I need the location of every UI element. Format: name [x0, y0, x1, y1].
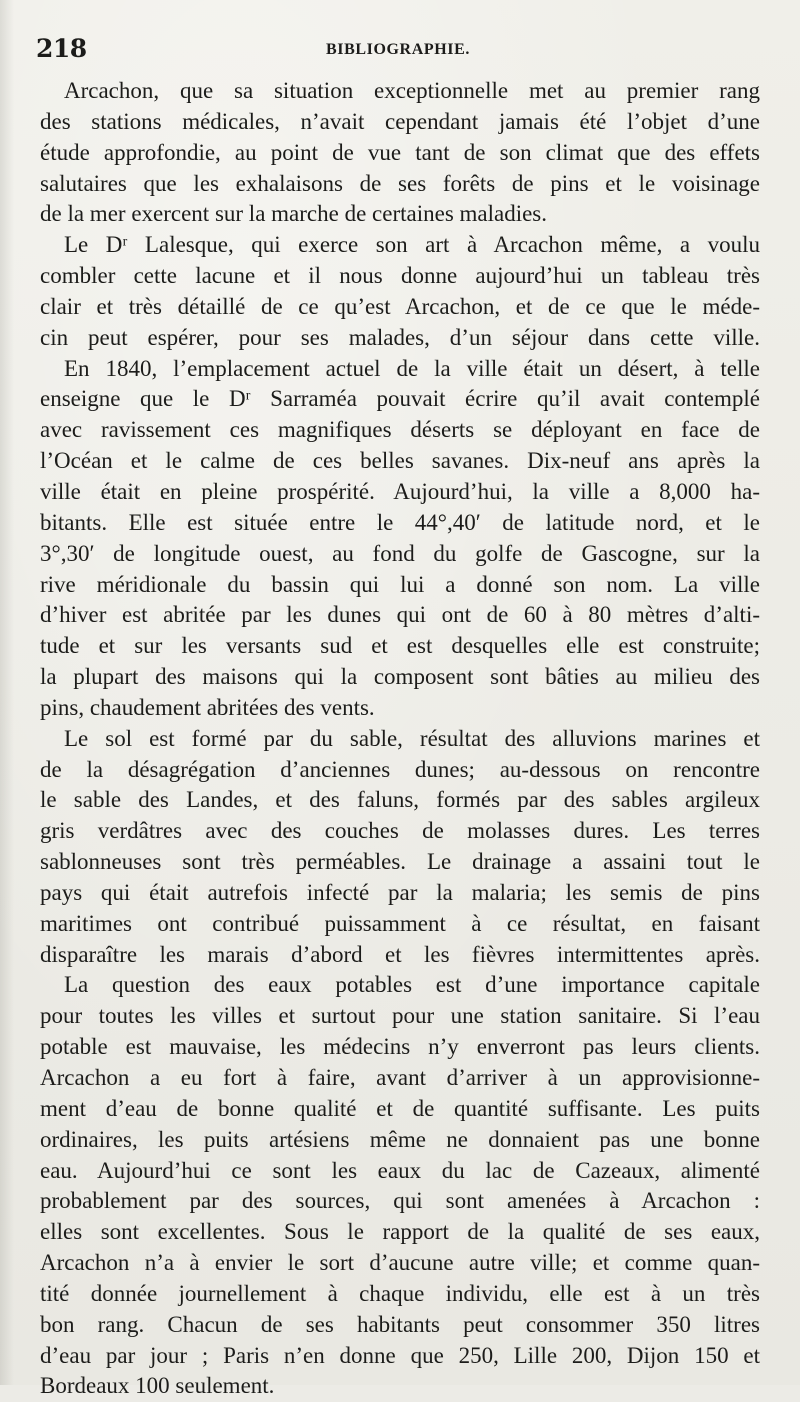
text-line: eau. Aujourd’hui ce sont les eaux du lac de Cazeaux, alimenté	[40, 1157, 760, 1183]
text-line: l’Océan et le calme de ces belles savanes. Dix-neuf ans après la	[40, 448, 760, 474]
text-line: pour toutes les villes et surtout pour une station sanitaire. Si l’eau	[40, 1003, 760, 1029]
text-line: gris verdâtres avec des couches de molasses dures. Les terres	[40, 818, 760, 844]
text-line: d’eau par jour ; Paris n’en donne que 250, Lille 200, Dijon 150 et	[40, 1342, 760, 1368]
text-line: avec ravissement ces magnifiques déserts se déployant en face de	[40, 417, 760, 443]
text-line: Arcachon a eu fort à faire, avant d’arriver à un approvisionne-	[40, 1065, 760, 1090]
running-head: BIBLIOGRAPHIE.	[326, 41, 470, 58]
text-line: Arcachon, que sa situation exceptionnelle met au premier rang	[64, 78, 760, 103]
text-line: pins, chaudement abritées des vents.	[40, 694, 375, 720]
text-line: sablonneuses sont très perméables. Le drainage a assaini tout le	[40, 849, 760, 875]
paragraph	[40, 970, 760, 1402]
text-line: La question des eaux potables est d’une importance capitale	[64, 972, 760, 998]
text-line: de la désagrégation d’anciennes dunes; au-dessous on rencontre	[40, 756, 760, 782]
text-line: ville était en pleine prospérité. Aujourd’hui, la ville a 8,000 ha-	[40, 478, 760, 504]
text-line: disparaître les marais d’abord et les fièvres intermittentes après.	[40, 941, 760, 967]
text-line: des stations médicales, n’avait cependant jamais été l’objet d’une	[40, 108, 760, 134]
paragraph	[40, 230, 760, 353]
paragraph	[40, 724, 760, 971]
text-line: enseigne que le Dʳ Sarraméa pouvait écrire qu’il avait contemplé	[40, 386, 760, 412]
text-line: maritimes ont contribué puissamment à ce résultat, en faisant	[40, 910, 760, 936]
text-line: En 1840, l’emplacement actuel de la ville était un désert, à telle	[64, 355, 760, 381]
page-number: 218	[36, 34, 87, 63]
text-line: tité donnée journellement à chaque individu, elle est à un très	[40, 1280, 760, 1306]
text-line: potable est mauvaise, les médecins n’y enverront pas leurs clients.	[40, 1034, 760, 1060]
text-line: de la mer exercent sur la marche de certaines maladies.	[40, 201, 548, 227]
text-line: Arcachon n’a à envier le sort d’aucune autre ville; et comme quan-	[40, 1250, 760, 1276]
text-line: elles sont excellentes. Sous le rapport de la qualité de ses eaux,	[40, 1219, 760, 1245]
text-line: salutaires que les exhalaisons de ses forêts de pins et le voisinage	[40, 170, 760, 196]
paragraph	[40, 354, 760, 724]
text-line: Le Dʳ Lalesque, qui exerce son art à Arcachon même, a voulu	[64, 232, 760, 258]
text-line: étude approfondie, au point de vue tant de son climat que des effets	[40, 139, 760, 165]
text-line: bon rang. Chacun de ses habitants peut consommer 350 litres	[40, 1311, 760, 1337]
text-line: ordinaires, les puits artésiens même ne donnaient pas une bonne	[40, 1126, 760, 1152]
text-line: clair et très détaillé de ce qu’est Arcachon, et de ce que le méde-	[40, 293, 760, 319]
body-text	[40, 76, 760, 1402]
text-line: bitants. Elle est située entre le 44°,40′ de latitude nord, et le	[40, 509, 760, 535]
text-line: Le sol est formé par du sable, résultat des alluvions marines et	[64, 725, 760, 751]
text-line: cin peut espérer, pour ses malades, d’un séjour dans cette ville.	[40, 324, 760, 350]
page-header	[36, 34, 766, 70]
text-line: rive méridionale du bassin qui lui a donné son nom. La ville	[40, 571, 760, 597]
text-line: combler cette lacune et il nous donne aujourd’hui un tableau très	[40, 263, 760, 289]
text-line: ment d’eau de bonne qualité et de quantité suffisante. Les puits	[40, 1095, 760, 1121]
text-line: probablement par des sources, qui sont amenées à Arcachon :	[40, 1188, 760, 1214]
text-line: d’hiver est abritée par les dunes qui ont de 60 à 80 mètres d’alti-	[40, 602, 760, 628]
text-line: la plupart des maisons qui la composent sont bâties au milieu des	[40, 664, 760, 690]
paragraph	[40, 76, 760, 230]
text-line: 3°,30′ de longitude ouest, au fond du golfe de Gascogne, sur la	[40, 540, 760, 566]
text-line: le sable des Landes, et des faluns, formés par des sables argileux	[40, 787, 760, 813]
page-edge-shadow	[0, 0, 14, 1385]
text-line: pays qui était autrefois infecté par la malaria; les semis de pins	[40, 879, 760, 905]
text-line: tude et sur les versants sud et est desquelles elle est construite;	[40, 633, 760, 659]
text-line: Bordeaux 100 seulement.	[40, 1373, 275, 1399]
